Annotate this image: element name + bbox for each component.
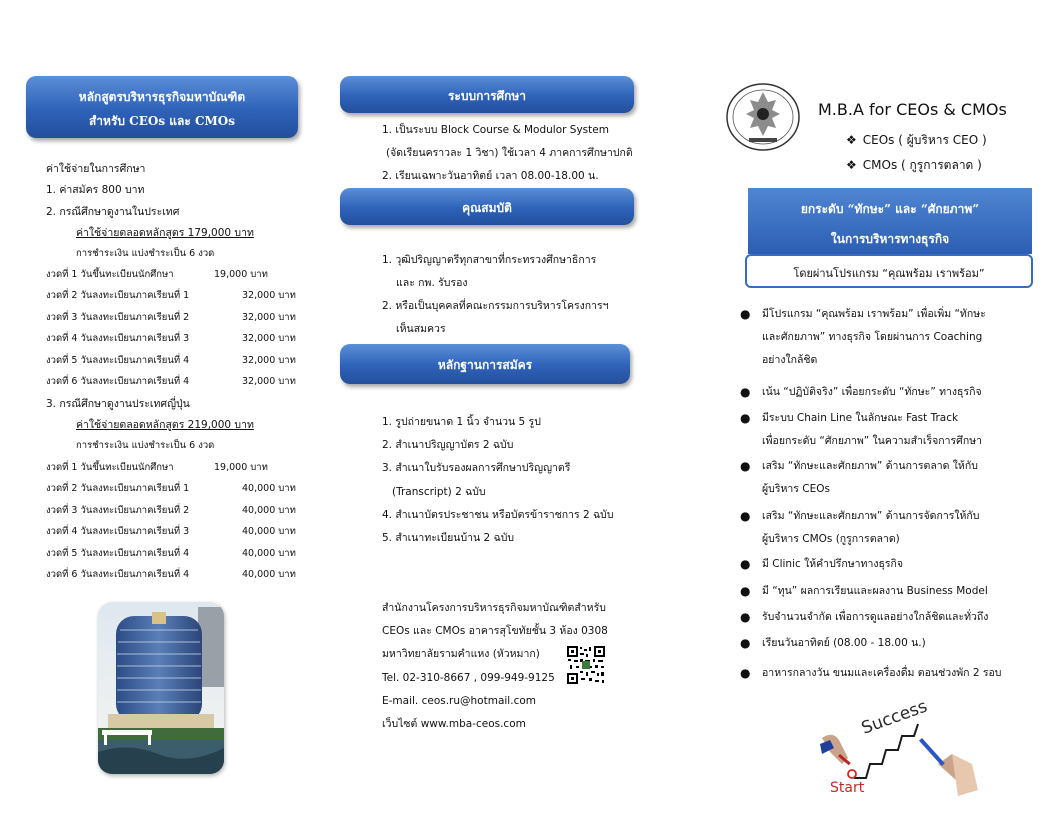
table-row: งวดที่ 3 วันลงทะเบียนภาคเรียนที่ 2 [46, 312, 190, 323]
qual-line-2: และ กพ. รับรอง [396, 277, 468, 289]
qual-line-3: 2. หรือเป็นบุคคลที่คณะกรรมการบริหารโครงการฯ [382, 300, 609, 312]
building-image [98, 602, 224, 774]
cost-item-1: 1. ค่าสมัคร 800 บาท [46, 184, 145, 196]
system-line-3: 2. เรียนเฉพาะวันอาทิตย์ เวลา 08.00-18.00 น. [382, 170, 599, 182]
system-line-1: 1. เป็นระบบ Block Course & Modulor System [382, 124, 609, 136]
bullet-dot-icon: ● [740, 610, 751, 624]
audience-ceo-text: CEOs ( ผู้บริหาร CEO ) [862, 133, 987, 147]
table-row-amount: 40,000 บาท [242, 483, 296, 494]
table-row: งวดที่ 5 วันลงทะเบียนภาคเรียนที่ 4 [46, 548, 190, 559]
apply-line-6: 5. สำเนาทะเบียนบ้าน 2 ฉบับ [382, 532, 515, 544]
table-row-amount: 32,000 บาท [242, 333, 296, 344]
apply-line-3: 3. สำเนาใบรับรองผลการศึกษาปริญญาตรี [382, 462, 571, 474]
bullet-dot-icon: ● [740, 459, 751, 473]
table-row: งวดที่ 2 วันลงทะเบียนภาคเรียนที่ 1 [46, 290, 190, 301]
promo-banner-line1: ยกระดับ “ทักษะ” และ “ศักยภาพ” [800, 202, 980, 216]
qualification-title: คุณสมบัติ [462, 201, 512, 215]
table-row-amount: 32,000 บาท [242, 290, 296, 301]
contact-phone: Tel. 02-310-8667 , 099-949-9125 [382, 672, 555, 684]
table-row-amount: 40,000 บาท [242, 569, 296, 580]
bullet-dot-icon: ● [740, 307, 751, 321]
bullet-dot-icon: ● [740, 636, 751, 650]
apply-line-5: 4. สำเนาบัตรประชาชน หรือบัตรข้าราชการ 2 ฉบับ [382, 509, 614, 521]
cost-item-2: 2. กรณีศึกษาดูงานในประเทศ [46, 206, 180, 218]
study-system-title: ระบบการศึกษา [447, 89, 527, 103]
apply-line-4: (Transcript) 2 ฉบับ [392, 486, 486, 498]
qr-code-image [566, 645, 606, 685]
table-row-amount: 32,000 บาท [242, 312, 296, 323]
table-row: งวดที่ 1 วันขึ้นทะเบียนนักศึกษา [46, 269, 174, 280]
qual-line-4: เห็นสมควร [396, 323, 446, 335]
table-row: งวดที่ 6 วันลงทะเบียนภาคเรียนที่ 4 [46, 569, 190, 580]
audience-cmo [846, 156, 982, 175]
table-row: งวดที่ 4 วันลงทะเบียนภาคเรียนที่ 3 [46, 526, 190, 537]
table-row-amount: 40,000 บาท [242, 526, 296, 537]
total-domestic: ค่าใช้จ่ายตลอดหลักสูตร 179,000 บาท [76, 227, 254, 239]
cost-title: ค่าใช้จ่ายในการศึกษา [46, 163, 146, 175]
table-row-amount: 32,000 บาท [242, 376, 296, 387]
table-row: งวดที่ 6 วันลงทะเบียนภาคเรียนที่ 4 [46, 376, 190, 387]
program-header-line2: สำหรับ CEOs และ CMOs [88, 114, 236, 128]
brochure-title: M.B.A for CEOs & CMOs [818, 100, 1007, 119]
success-word: Success [858, 696, 931, 739]
building-photo [98, 602, 224, 774]
audience-ceo [846, 131, 987, 150]
payment-note-2: การชำระเงิน แบ่งชำระเป็น 6 งวด [76, 440, 215, 451]
bullet-dot-icon: ● [740, 411, 751, 425]
diamond-bullet-icon: ❖ [846, 158, 857, 172]
apply-line-1: 1. รูปถ่ายขนาด 1 นิ้ว จำนวน 5 รูป [382, 416, 541, 428]
table-row: งวดที่ 4 วันลงทะเบียนภาคเรียนที่ 3 [46, 333, 190, 344]
program-box-text: โดยผ่านโปรแกรม “คุณพร้อม เราพร้อม” [793, 267, 985, 280]
contact-email: E-mail. ceos.ru@hotmail.com [382, 695, 536, 707]
contact-website: เว็บไซต์ www.mba-ceos.com [382, 718, 526, 730]
bullet-dot-icon: ● [740, 385, 751, 399]
table-row: งวดที่ 1 วันขึ้นทะเบียนนักศึกษา [46, 462, 174, 473]
start-word: Start [830, 780, 865, 796]
application-title: หลักฐานการสมัคร [437, 358, 533, 372]
qual-line-1: 1. วุฒิปริญญาตรีทุกสาขาที่กระทรวงศึกษาธิการ [382, 254, 597, 266]
bullet-dot-icon: ● [740, 584, 751, 598]
contact-building: CEOs และ CMOs อาคารสุโขทัยชั้น 3 ห้อง 0308 [382, 625, 608, 637]
qualification-header [340, 188, 634, 225]
bullet-dot-icon: ● [740, 509, 751, 523]
table-row-amount: 19,000 บาท [214, 462, 268, 473]
table-row-amount: 40,000 บาท [242, 505, 296, 516]
promo-banner [748, 188, 1032, 254]
payment-note-1: การชำระเงิน แบ่งชำระเป็น 6 งวด [76, 248, 215, 259]
apply-line-2: 2. สำเนาปริญญาบัตร 2 ฉบับ [382, 439, 514, 451]
cost-item-3: 3. กรณีศึกษาดูงานประเทศญี่ปุ่น [46, 398, 190, 410]
contact-office: สำนักงานโครงการบริหารธุรกิจมหาบัณฑิตสำหรับ [382, 602, 606, 614]
study-system-header [340, 76, 634, 113]
promo-banner-line2: ในการบริหารทางธุรกิจ [830, 232, 950, 246]
bullet-dot-icon: ● [740, 557, 751, 571]
application-header [340, 344, 630, 384]
program-header [26, 76, 298, 138]
bullet-dot-icon: ● [740, 666, 751, 680]
audience-cmo-text: CMOs ( กูรูการตลาด ) [862, 158, 982, 172]
success-path-image [818, 694, 986, 814]
seal-icon [724, 82, 802, 152]
qr-code [566, 645, 606, 685]
table-row: งวดที่ 5 วันลงทะเบียนภาคเรียนที่ 4 [46, 355, 190, 366]
table-row-amount: 19,000 บาท [214, 269, 268, 280]
table-row-amount: 40,000 บาท [242, 548, 296, 559]
university-seal-logo [724, 82, 802, 152]
total-japan: ค่าใช้จ่ายตลอดหลักสูตร 219,000 บาท [76, 419, 254, 431]
program-header-line1: หลักสูตรบริหารธุรกิจมหาบัณฑิต [78, 90, 246, 104]
success-illustration [818, 694, 986, 814]
table-row: งวดที่ 2 วันลงทะเบียนภาคเรียนที่ 1 [46, 483, 190, 494]
contact-university: มหาวิทยาลัยรามคำแหง (หัวหมาก) [382, 648, 540, 660]
diamond-bullet-icon: ❖ [846, 133, 857, 147]
system-line-2: (จัดเรียนคราวละ 1 วิชา) ใช้เวลา 4 ภาคการศึกษาปกติ [386, 147, 633, 159]
table-row: งวดที่ 3 วันลงทะเบียนภาคเรียนที่ 2 [46, 505, 190, 516]
table-row-amount: 32,000 บาท [242, 355, 296, 366]
program-box [745, 254, 1033, 288]
